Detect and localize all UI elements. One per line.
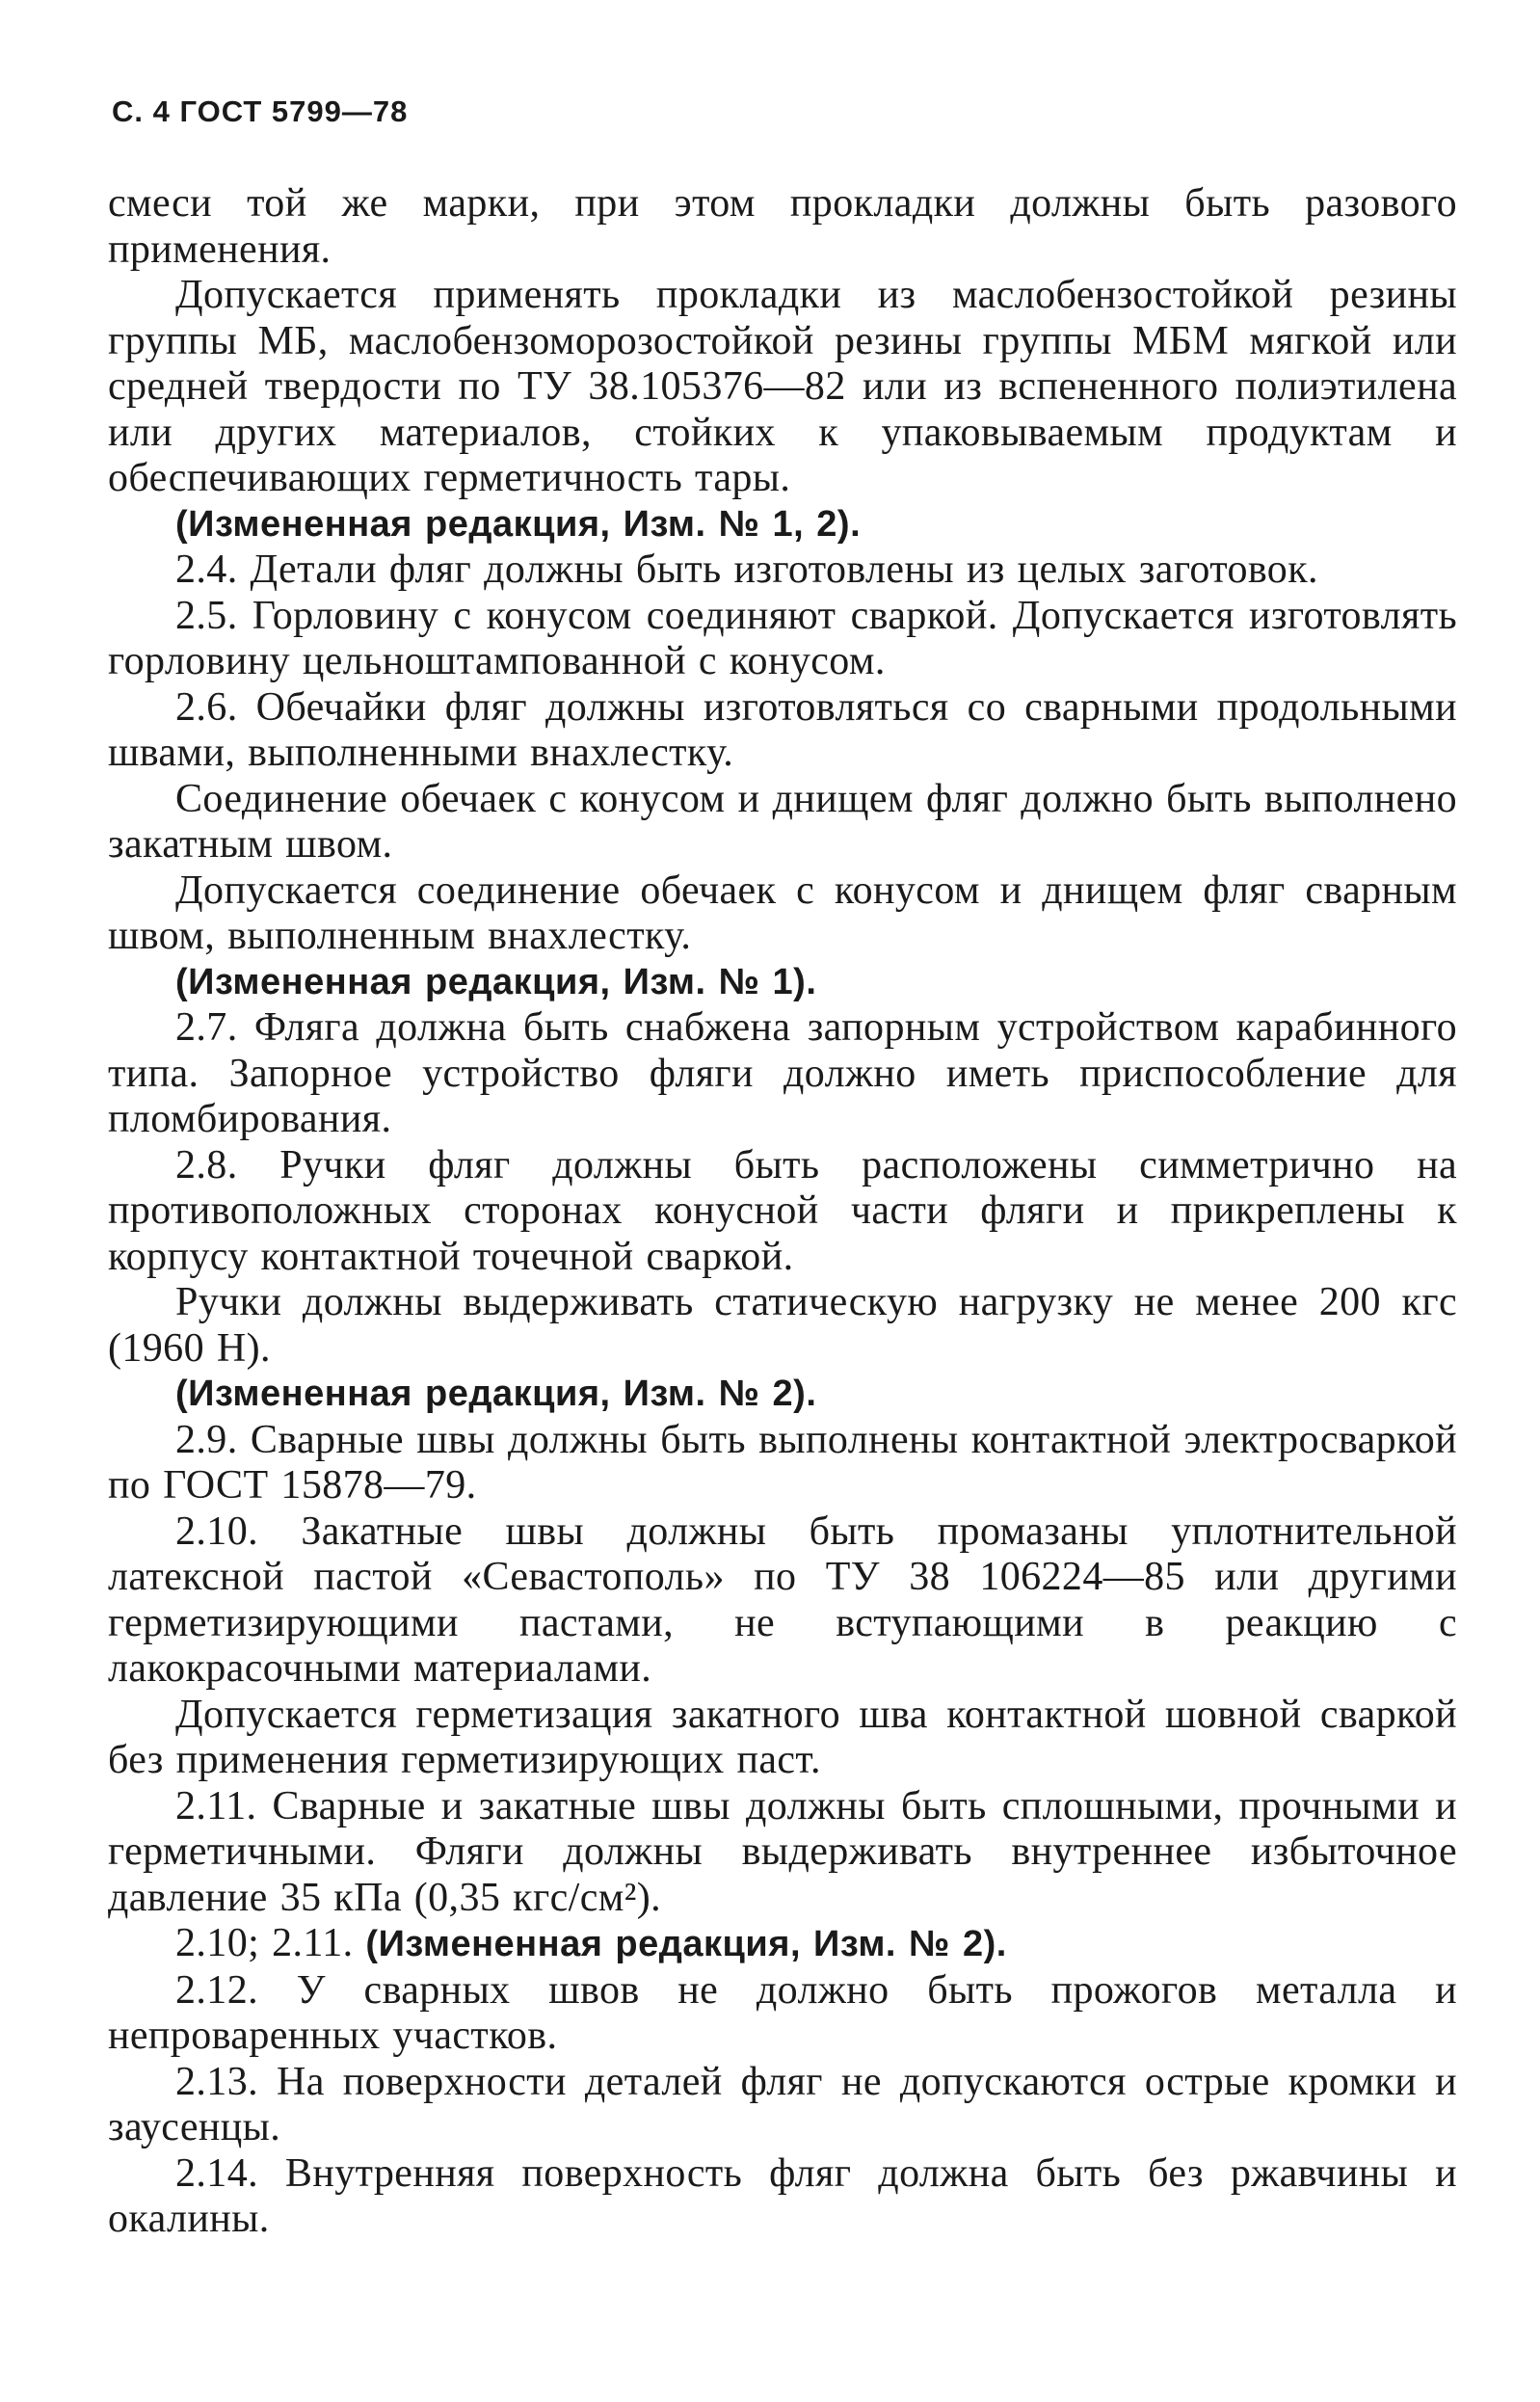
paragraph-2-4: 2.4. Детали фляг должны быть изготовлены из целых заготовок. [175, 547, 1318, 592]
amendment-note: (Измененная редакция, Изм. № 2). [175, 1374, 817, 1414]
paragraph-2-13: 2.13. На поверхности деталей фляг не допускаются острые кромки и заусенцы. [108, 2059, 1457, 2149]
document-page [108, 93, 1457, 2243]
paragraph-2-10-2-11-amendment [108, 1921, 1457, 1968]
paragraph-2-10: 2.10. Закатные швы должны быть промазаны уплотнительной латексной пастой «Севастополь» по ТУ 38 106224—85 или другими герметизирующими пастами, не вступающими в реакцию с лакокрасочными материалами. [108, 1508, 1457, 1691]
paragraph-p1: смеси той же марки, при этом прокладки должны быть разового применения. [108, 181, 1457, 272]
amendment-prefix: 2.10; 2.11. [175, 1921, 366, 1965]
amendment-note: (Измененная редакция, Изм. № 1, 2). [175, 503, 862, 545]
paragraph-2-8: 2.8. Ручки фляг должны быть расположены симметрично на противоположных сторонах конусной части фляги и прикреплены к корпусу контактной точечной сваркой. [108, 1142, 1457, 1279]
paragraph-2-6: 2.6. Обечайки фляг должны изготовляться со сварными продольными швами, выполненными внахлестку. [108, 684, 1457, 775]
amendment-note: (Измененная редакция, Изм. № 2). [365, 1924, 1007, 1964]
paragraph-2-6-seam: Соединение обечаек с конусом и днищем фляг должно быть выполнено закатным швом. [108, 776, 1457, 867]
paragraph-2-9: 2.9. Сварные швы должны быть выполнены контактной электросваркой по ГОСТ 15878—79. [108, 1417, 1457, 1508]
paragraph-2-6-weld: Допускается соединение обечаек с конусом и днищем фляг сварным швом, выполненным внахлестку. [108, 867, 1457, 958]
paragraph-2-5: 2.5. Горловину с конусом соединяют сваркой. Допускается изготовлять горловину цельноштампованной с конусом. [108, 593, 1457, 683]
paragraph-2-12: 2.12. У сварных швов не должно быть прожогов металла и непроваренных участков. [108, 1967, 1457, 2058]
page-header: С. 4 ГОСТ 5799—78 [112, 94, 409, 128]
paragraph-2-14: 2.14. Внутренняя поверхность фляг должна быть без ржавчины и окалины. [108, 2150, 1457, 2241]
paragraph-2-8-load: Ручки должны выдерживать статическую нагрузку не менее 200 кгс (1960 Н). [108, 1280, 1457, 1371]
paragraph-p2: Допускается применять прокладки из маслобензостойкой резины группы МБ, маслобензоморозостойкой резины группы МБМ мягкой или средней твердости по ТУ 38.105376—82 или из вспененного полиэтилена или других материалов, стойких к упаковываемым продуктам и обеспечивающих герметичность тары. [108, 273, 1457, 500]
amendment-note: (Измененная редакция, Изм. № 1). [175, 961, 817, 1002]
paragraph-2-10-sealing: Допускается герметизация закатного шва контактной шовной сваркой без применения герметизирующих паст. [108, 1692, 1457, 1782]
paragraph-2-7: 2.7. Фляга должна быть снабжена запорным устройством карабинного типа. Запорное устройство фляги должно иметь приспособление для пломбирования. [108, 1005, 1457, 1141]
paragraph-2-11: 2.11. Сварные и закатные швы должны быть сплошными, прочными и герметичными. Фляги должны выдерживать внутреннее избыточное давление 35 кПа (0,35 кгс/см²). [108, 1783, 1457, 1920]
